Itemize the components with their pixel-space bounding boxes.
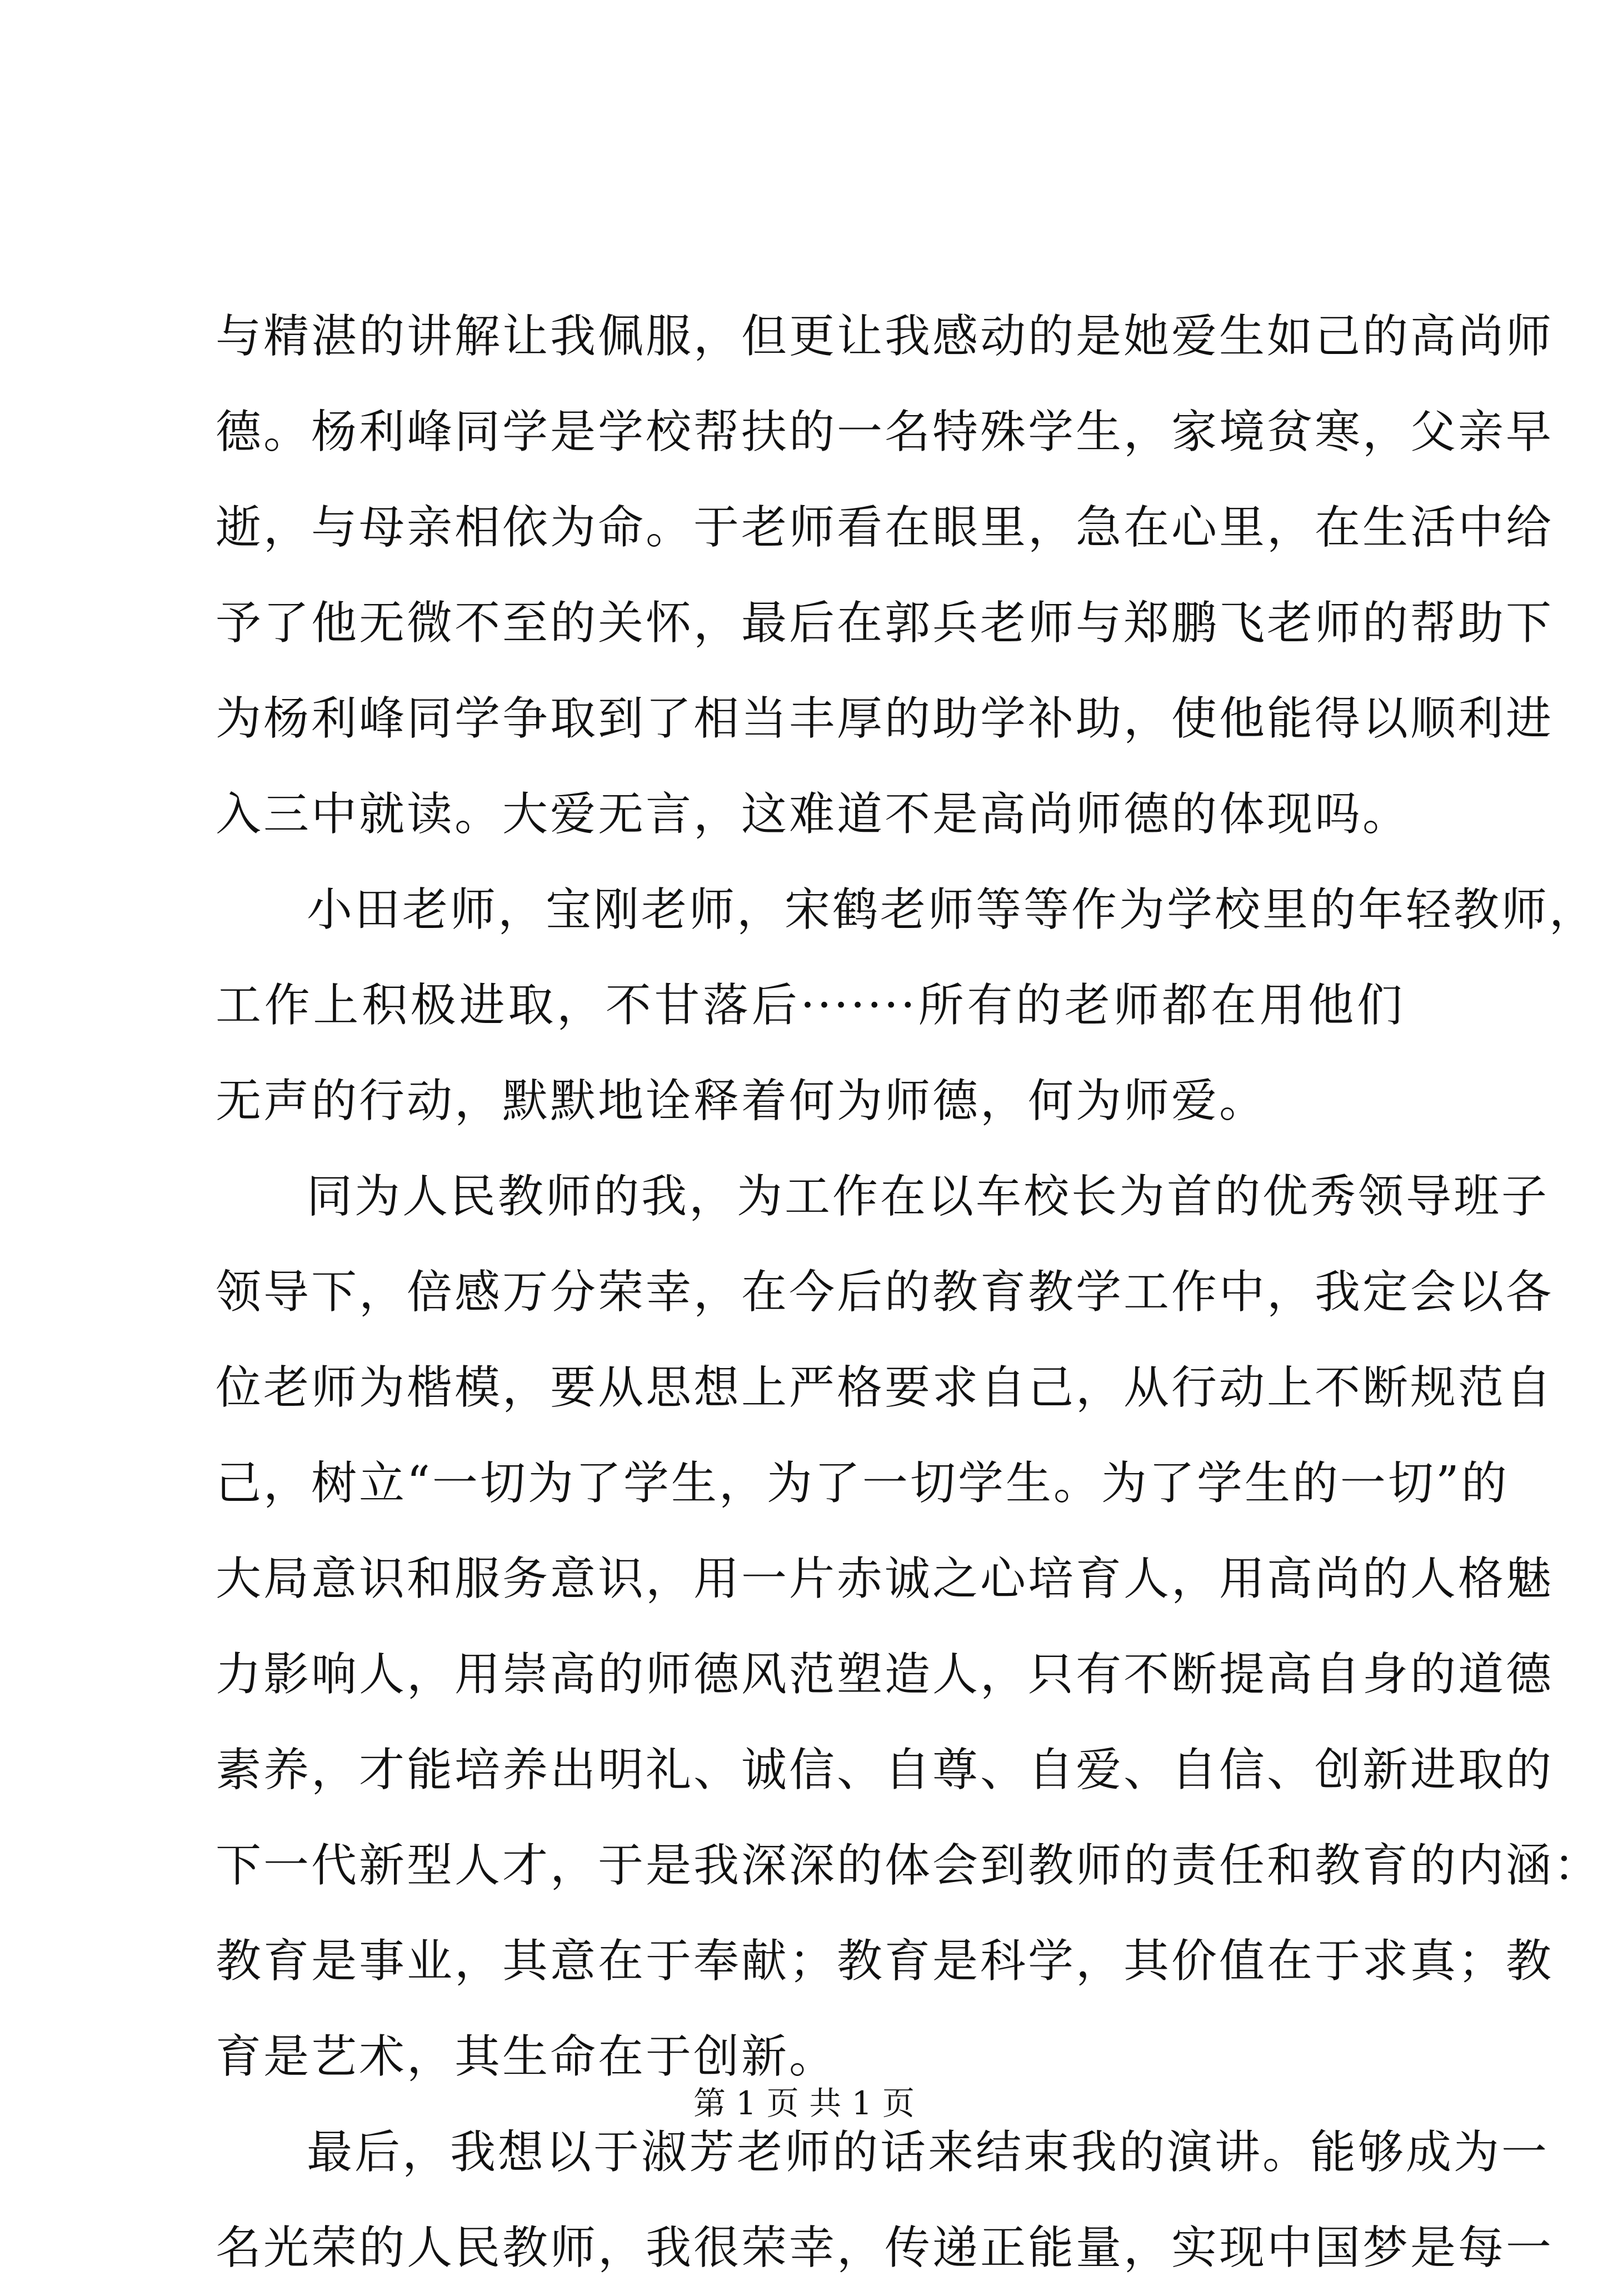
text-line: 领导下，倍感万分荣幸，在今后的教育教学工作中，我定会以各	[216, 1266, 1554, 1319]
text-line: 最后，我想以于淑芳老师的话来结束我的演讲。能够成为一	[307, 2126, 1550, 2179]
text-line: 予了他无微不至的关怀，最后在郭兵老师与郑鹏飞老师的帮助下	[216, 597, 1554, 650]
text-line: 逝，与母亲相依为命。于老师看在眼里，急在心里，在生活中给	[216, 501, 1554, 554]
text-line: 名光荣的人民教师，我很荣幸，传递正能量，实现中国梦是每一	[216, 2222, 1554, 2274]
text-line: 入三中就读。大爱无言，这难道不是高尚师德的体现吗。	[216, 788, 1411, 841]
text-line: 己，树立“一切为了学生，为了一切学生。为了学生的一切”的	[216, 1457, 1509, 1510]
text-line: 无声的行动，默默地诠释着何为师德，何为师爱。	[216, 1075, 1267, 1127]
text-line: 小田老师，宝刚老师，宋鹤老师等等作为学校里的年轻教师，	[307, 884, 1597, 936]
text-line: 下一代新型人才，于是我深深的体会到教师的责任和教育的内涵：	[216, 1839, 1602, 1892]
text-line: 力影响人，用崇高的师德风范塑造人，只有不断提高自身的道德	[216, 1648, 1554, 1701]
text-line: 工作上积极进取，不甘落后·······所有的老师都在用他们	[216, 979, 1405, 1032]
text-line: 育是艺术，其生命在于创新。	[216, 2030, 837, 2083]
text-line: 教育是事业，其意在于奉献；教育是科学，其价值在于求真；教	[216, 1935, 1554, 1988]
text-line: 德。杨利峰同学是学校帮扶的一名特殊学生，家境贫寒，父亲早	[216, 406, 1554, 458]
text-line: 素养，才能培养出明礼、诚信、自尊、自爱、自信、创新进取的	[216, 1744, 1554, 1796]
page-number-footer: 第 1 页 共 1 页	[693, 2084, 915, 2122]
text-line: 为杨利峰同学争取到了相当丰厚的助学补助，使他能得以顺利进	[216, 692, 1554, 745]
text-line: 大局意识和服务意识，用一片赤诚之心培育人，用高尚的人格魅	[216, 1553, 1554, 1605]
text-line: 同为人民教师的我，为工作在以车校长为首的优秀领导班子	[307, 1170, 1550, 1223]
text-line: 位老师为楷模，要从思想上严格要求自己，从行动上不断规范自	[216, 1361, 1554, 1414]
text-line: 与精湛的讲解让我佩服，但更让我感动的是她爱生如己的高尚师	[216, 310, 1554, 363]
document-body	[216, 289, 1602, 2296]
